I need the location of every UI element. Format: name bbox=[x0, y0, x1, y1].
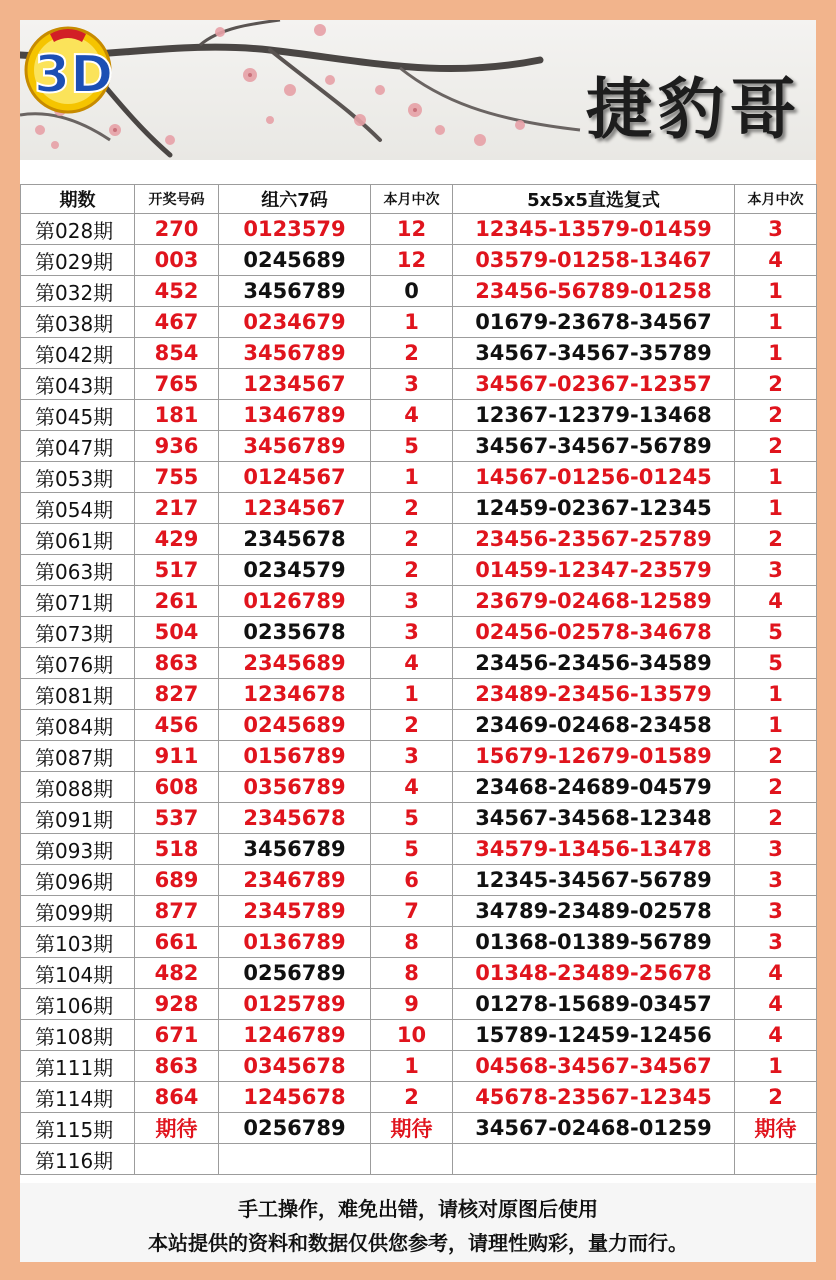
cell-direct-compound: 01459-12347-23579 bbox=[453, 555, 735, 586]
results-table bbox=[20, 184, 816, 1175]
cell-draw-number: 608 bbox=[135, 772, 219, 803]
cell-period: 第029期 bbox=[21, 245, 135, 276]
cell-monthly-hits-2: 4 bbox=[735, 989, 817, 1020]
cell-group6: 0156789 bbox=[219, 741, 371, 772]
cell-period: 第084期 bbox=[21, 710, 135, 741]
cell-monthly-hits-2: 2 bbox=[735, 400, 817, 431]
cell-period: 第054期 bbox=[21, 493, 135, 524]
cell-group6: 0245689 bbox=[219, 245, 371, 276]
cell-group6: 1246789 bbox=[219, 1020, 371, 1051]
cell-group6: 0126789 bbox=[219, 586, 371, 617]
cell-direct-compound: 34567-02367-12357 bbox=[453, 369, 735, 400]
cell-group6: 1234567 bbox=[219, 493, 371, 524]
cell-direct-compound: 01679-23678-34567 bbox=[453, 307, 735, 338]
cell-period: 第104期 bbox=[21, 958, 135, 989]
cell-draw-number: 671 bbox=[135, 1020, 219, 1051]
cell-direct-compound: 12345-34567-56789 bbox=[453, 865, 735, 896]
header-banner bbox=[20, 20, 816, 160]
cell-draw-number: 537 bbox=[135, 803, 219, 834]
cell-monthly-hits-1: 3 bbox=[371, 586, 453, 617]
cell-direct-compound: 34789-23489-02578 bbox=[453, 896, 735, 927]
cell-draw-number: 863 bbox=[135, 648, 219, 679]
cell-period: 第106期 bbox=[21, 989, 135, 1020]
cell-draw-number: 467 bbox=[135, 307, 219, 338]
footer-line-2: 本站提供的资料和数据仅供您参考，请理性购彩，量力而行。 bbox=[148, 1231, 688, 1255]
cell-period: 第061期 bbox=[21, 524, 135, 555]
cell-period: 第103期 bbox=[21, 927, 135, 958]
cell-draw-number: 661 bbox=[135, 927, 219, 958]
cell-monthly-hits-2: 5 bbox=[735, 648, 817, 679]
cell-draw-number: 504 bbox=[135, 617, 219, 648]
cell-group6: 1245678 bbox=[219, 1082, 371, 1113]
cell-direct-compound: 03579-01258-13467 bbox=[453, 245, 735, 276]
cell-monthly-hits-2 bbox=[735, 1144, 817, 1175]
cell-draw-number: 864 bbox=[135, 1082, 219, 1113]
header-period: 期数 bbox=[21, 185, 135, 214]
cell-period: 第032期 bbox=[21, 276, 135, 307]
cell-monthly-hits-1: 3 bbox=[371, 369, 453, 400]
cell-draw-number: 863 bbox=[135, 1051, 219, 1082]
cell-draw-number: 755 bbox=[135, 462, 219, 493]
cell-monthly-hits-1: 1 bbox=[371, 462, 453, 493]
cell-group6: 0256789 bbox=[219, 1113, 371, 1144]
table-row bbox=[21, 1051, 817, 1082]
cell-monthly-hits-1: 4 bbox=[371, 772, 453, 803]
cell-group6: 2345678 bbox=[219, 803, 371, 834]
cell-monthly-hits-1: 5 bbox=[371, 803, 453, 834]
cell-group6: 0136789 bbox=[219, 927, 371, 958]
brand-title: 捷豹哥 bbox=[586, 70, 802, 148]
cell-group6: 0356789 bbox=[219, 772, 371, 803]
cell-period: 第087期 bbox=[21, 741, 135, 772]
cell-period: 第047期 bbox=[21, 431, 135, 462]
cell-monthly-hits-1: 2 bbox=[371, 493, 453, 524]
header-draw: 开奖号码 bbox=[135, 185, 219, 214]
cell-monthly-hits-1: 1 bbox=[371, 307, 453, 338]
cell-period: 第063期 bbox=[21, 555, 135, 586]
table-row bbox=[21, 400, 817, 431]
table-row bbox=[21, 927, 817, 958]
cell-period: 第116期 bbox=[21, 1144, 135, 1175]
cell-draw-number: 452 bbox=[135, 276, 219, 307]
cell-monthly-hits-1: 8 bbox=[371, 958, 453, 989]
cell-monthly-hits-1: 2 bbox=[371, 1082, 453, 1113]
cell-monthly-hits-2: 期待 bbox=[735, 1113, 817, 1144]
cell-period: 第043期 bbox=[21, 369, 135, 400]
cell-period: 第091期 bbox=[21, 803, 135, 834]
cell-period: 第099期 bbox=[21, 896, 135, 927]
table-row bbox=[21, 772, 817, 803]
table-row bbox=[21, 989, 817, 1020]
cell-direct-compound: 02456-02578-34678 bbox=[453, 617, 735, 648]
cell-monthly-hits-1: 10 bbox=[371, 1020, 453, 1051]
table-row bbox=[21, 586, 817, 617]
cell-monthly-hits-2: 1 bbox=[735, 276, 817, 307]
table-row bbox=[21, 462, 817, 493]
cell-group6: 2345689 bbox=[219, 648, 371, 679]
cell-monthly-hits-1: 4 bbox=[371, 648, 453, 679]
cell-draw-number: 827 bbox=[135, 679, 219, 710]
cell-direct-compound: 23456-23567-25789 bbox=[453, 524, 735, 555]
table-row bbox=[21, 803, 817, 834]
cell-monthly-hits-2: 3 bbox=[735, 555, 817, 586]
cell-monthly-hits-2: 4 bbox=[735, 1020, 817, 1051]
cell-monthly-hits-2: 2 bbox=[735, 524, 817, 555]
cell-period: 第108期 bbox=[21, 1020, 135, 1051]
cell-draw-number: 270 bbox=[135, 214, 219, 245]
cell-monthly-hits-2: 2 bbox=[735, 369, 817, 400]
cell-direct-compound: 23679-02468-12589 bbox=[453, 586, 735, 617]
table-row bbox=[21, 741, 817, 772]
cell-period: 第081期 bbox=[21, 679, 135, 710]
cell-monthly-hits-1: 3 bbox=[371, 617, 453, 648]
cell-draw-number: 003 bbox=[135, 245, 219, 276]
cell-monthly-hits-2: 2 bbox=[735, 803, 817, 834]
3d-lottery-logo-icon bbox=[20, 20, 116, 116]
cell-monthly-hits-1: 7 bbox=[371, 896, 453, 927]
cell-period: 第076期 bbox=[21, 648, 135, 679]
cell-draw-number bbox=[135, 1144, 219, 1175]
cell-draw-number: 482 bbox=[135, 958, 219, 989]
cell-monthly-hits-1: 2 bbox=[371, 338, 453, 369]
table-row bbox=[21, 710, 817, 741]
table-row bbox=[21, 524, 817, 555]
cell-direct-compound: 23456-56789-01258 bbox=[453, 276, 735, 307]
cell-period: 第111期 bbox=[21, 1051, 135, 1082]
cell-group6: 0345678 bbox=[219, 1051, 371, 1082]
cell-monthly-hits-1: 3 bbox=[371, 741, 453, 772]
cell-monthly-hits-1: 8 bbox=[371, 927, 453, 958]
cell-monthly-hits-2: 1 bbox=[735, 1051, 817, 1082]
cell-direct-compound: 01348-23489-25678 bbox=[453, 958, 735, 989]
cell-monthly-hits-2: 4 bbox=[735, 958, 817, 989]
cell-period: 第073期 bbox=[21, 617, 135, 648]
cell-period: 第038期 bbox=[21, 307, 135, 338]
cell-monthly-hits-2: 3 bbox=[735, 214, 817, 245]
cell-period: 第042期 bbox=[21, 338, 135, 369]
cell-period: 第088期 bbox=[21, 772, 135, 803]
content-frame bbox=[20, 20, 816, 1262]
cell-direct-compound: 23469-02468-23458 bbox=[453, 710, 735, 741]
cell-direct-compound: 01368-01389-56789 bbox=[453, 927, 735, 958]
cell-period: 第114期 bbox=[21, 1082, 135, 1113]
cell-monthly-hits-1: 6 bbox=[371, 865, 453, 896]
table-row bbox=[21, 214, 817, 245]
cell-monthly-hits-2: 3 bbox=[735, 896, 817, 927]
cell-group6: 3456789 bbox=[219, 338, 371, 369]
cell-monthly-hits-2: 1 bbox=[735, 493, 817, 524]
cell-monthly-hits-2: 2 bbox=[735, 741, 817, 772]
cell-period: 第071期 bbox=[21, 586, 135, 617]
cell-monthly-hits-1: 4 bbox=[371, 400, 453, 431]
cell-group6: 2345678 bbox=[219, 524, 371, 555]
cell-draw-number: 181 bbox=[135, 400, 219, 431]
cell-draw-number: 518 bbox=[135, 834, 219, 865]
cell-direct-compound: 23468-24689-04579 bbox=[453, 772, 735, 803]
cell-direct-compound: 34567-02468-01259 bbox=[453, 1113, 735, 1144]
cell-group6: 2346789 bbox=[219, 865, 371, 896]
cell-monthly-hits-1: 1 bbox=[371, 1051, 453, 1082]
table-row bbox=[21, 555, 817, 586]
cell-direct-compound: 45678-23567-12345 bbox=[453, 1082, 735, 1113]
cell-direct-compound: 15789-12459-12456 bbox=[453, 1020, 735, 1051]
cell-monthly-hits-1: 期待 bbox=[371, 1113, 453, 1144]
cell-draw-number: 261 bbox=[135, 586, 219, 617]
table-row bbox=[21, 276, 817, 307]
table-row bbox=[21, 431, 817, 462]
header-group6: 组六7码 bbox=[219, 185, 371, 214]
cell-group6: 0235678 bbox=[219, 617, 371, 648]
cell-group6: 1234567 bbox=[219, 369, 371, 400]
cell-monthly-hits-1: 5 bbox=[371, 834, 453, 865]
table-row bbox=[21, 834, 817, 865]
table-row bbox=[21, 245, 817, 276]
cell-draw-number: 517 bbox=[135, 555, 219, 586]
cell-direct-compound: 23489-23456-13579 bbox=[453, 679, 735, 710]
header-monthly-hits-2: 本月中次 bbox=[735, 185, 817, 214]
table-row bbox=[21, 617, 817, 648]
footer-disclaimer bbox=[20, 1183, 816, 1262]
cell-monthly-hits-2: 2 bbox=[735, 431, 817, 462]
table-row bbox=[21, 896, 817, 927]
table-row bbox=[21, 648, 817, 679]
cell-direct-compound: 01278-15689-03457 bbox=[453, 989, 735, 1020]
cell-monthly-hits-2: 2 bbox=[735, 1082, 817, 1113]
cell-group6: 1346789 bbox=[219, 400, 371, 431]
cell-direct-compound: 12345-13579-01459 bbox=[453, 214, 735, 245]
cell-direct-compound: 34579-13456-13478 bbox=[453, 834, 735, 865]
cell-direct-compound: 12459-02367-12345 bbox=[453, 493, 735, 524]
cell-direct-compound: 23456-23456-34589 bbox=[453, 648, 735, 679]
header-direct-compound: 5x5x5直选复式 bbox=[453, 185, 735, 214]
cell-monthly-hits-2: 1 bbox=[735, 679, 817, 710]
cell-direct-compound bbox=[453, 1144, 735, 1175]
table-row bbox=[21, 1082, 817, 1113]
cell-group6: 0245689 bbox=[219, 710, 371, 741]
cell-group6: 0234579 bbox=[219, 555, 371, 586]
cell-monthly-hits-1: 12 bbox=[371, 245, 453, 276]
footer-line-1: 手工操作，难免出错，请核对原图后使用 bbox=[238, 1197, 598, 1221]
cell-monthly-hits-2: 1 bbox=[735, 307, 817, 338]
cell-draw-number: 936 bbox=[135, 431, 219, 462]
cell-monthly-hits-2: 4 bbox=[735, 586, 817, 617]
cell-draw-number: 217 bbox=[135, 493, 219, 524]
table-row bbox=[21, 307, 817, 338]
cell-monthly-hits-2: 1 bbox=[735, 462, 817, 493]
cell-period: 第028期 bbox=[21, 214, 135, 245]
logo-text: 3D bbox=[34, 45, 114, 105]
cell-group6: 0124567 bbox=[219, 462, 371, 493]
cell-group6: 0125789 bbox=[219, 989, 371, 1020]
table-row bbox=[21, 865, 817, 896]
cell-period: 第096期 bbox=[21, 865, 135, 896]
cell-group6: 2345789 bbox=[219, 896, 371, 927]
cell-monthly-hits-2: 3 bbox=[735, 865, 817, 896]
cell-period: 第053期 bbox=[21, 462, 135, 493]
cell-monthly-hits-2: 3 bbox=[735, 834, 817, 865]
table-row bbox=[21, 1113, 817, 1144]
table-row bbox=[21, 493, 817, 524]
cell-draw-number: 911 bbox=[135, 741, 219, 772]
cell-group6: 3456789 bbox=[219, 834, 371, 865]
cell-group6: 3456789 bbox=[219, 431, 371, 462]
cell-group6: 0256789 bbox=[219, 958, 371, 989]
cell-monthly-hits-2: 1 bbox=[735, 338, 817, 369]
cell-monthly-hits-1: 5 bbox=[371, 431, 453, 462]
table-header-row bbox=[21, 185, 817, 214]
cell-monthly-hits-2: 2 bbox=[735, 772, 817, 803]
cell-monthly-hits-1: 12 bbox=[371, 214, 453, 245]
header-monthly-hits-1: 本月中次 bbox=[371, 185, 453, 214]
cell-draw-number: 877 bbox=[135, 896, 219, 927]
table-row bbox=[21, 679, 817, 710]
cell-group6: 0234679 bbox=[219, 307, 371, 338]
table-row bbox=[21, 338, 817, 369]
cell-direct-compound: 12367-12379-13468 bbox=[453, 400, 735, 431]
cell-draw-number: 765 bbox=[135, 369, 219, 400]
cell-period: 第093期 bbox=[21, 834, 135, 865]
cell-group6: 0123579 bbox=[219, 214, 371, 245]
cell-monthly-hits-2: 4 bbox=[735, 245, 817, 276]
cell-direct-compound: 34567-34567-56789 bbox=[453, 431, 735, 462]
table-row bbox=[21, 1144, 817, 1175]
cell-direct-compound: 15679-12679-01589 bbox=[453, 741, 735, 772]
cell-group6: 3456789 bbox=[219, 276, 371, 307]
table-row bbox=[21, 369, 817, 400]
cell-monthly-hits-1: 0 bbox=[371, 276, 453, 307]
cell-monthly-hits-1: 2 bbox=[371, 555, 453, 586]
cell-direct-compound: 34567-34568-12348 bbox=[453, 803, 735, 834]
table-row bbox=[21, 958, 817, 989]
cell-monthly-hits-2: 3 bbox=[735, 927, 817, 958]
cell-direct-compound: 34567-34567-35789 bbox=[453, 338, 735, 369]
cell-monthly-hits-2: 1 bbox=[735, 710, 817, 741]
cell-draw-number: 456 bbox=[135, 710, 219, 741]
cell-group6: 1234678 bbox=[219, 679, 371, 710]
cell-monthly-hits-1: 2 bbox=[371, 524, 453, 555]
cell-monthly-hits-1: 1 bbox=[371, 679, 453, 710]
cell-period: 第115期 bbox=[21, 1113, 135, 1144]
cell-group6 bbox=[219, 1144, 371, 1175]
cell-period: 第045期 bbox=[21, 400, 135, 431]
cell-monthly-hits-1 bbox=[371, 1144, 453, 1175]
cell-monthly-hits-2: 5 bbox=[735, 617, 817, 648]
cell-monthly-hits-1: 2 bbox=[371, 710, 453, 741]
cell-direct-compound: 04568-34567-34567 bbox=[453, 1051, 735, 1082]
cell-monthly-hits-1: 9 bbox=[371, 989, 453, 1020]
cell-draw-number: 429 bbox=[135, 524, 219, 555]
cell-draw-number: 期待 bbox=[135, 1113, 219, 1144]
cell-draw-number: 854 bbox=[135, 338, 219, 369]
cell-direct-compound: 14567-01256-01245 bbox=[453, 462, 735, 493]
cell-draw-number: 689 bbox=[135, 865, 219, 896]
cell-draw-number: 928 bbox=[135, 989, 219, 1020]
table-row bbox=[21, 1020, 817, 1051]
